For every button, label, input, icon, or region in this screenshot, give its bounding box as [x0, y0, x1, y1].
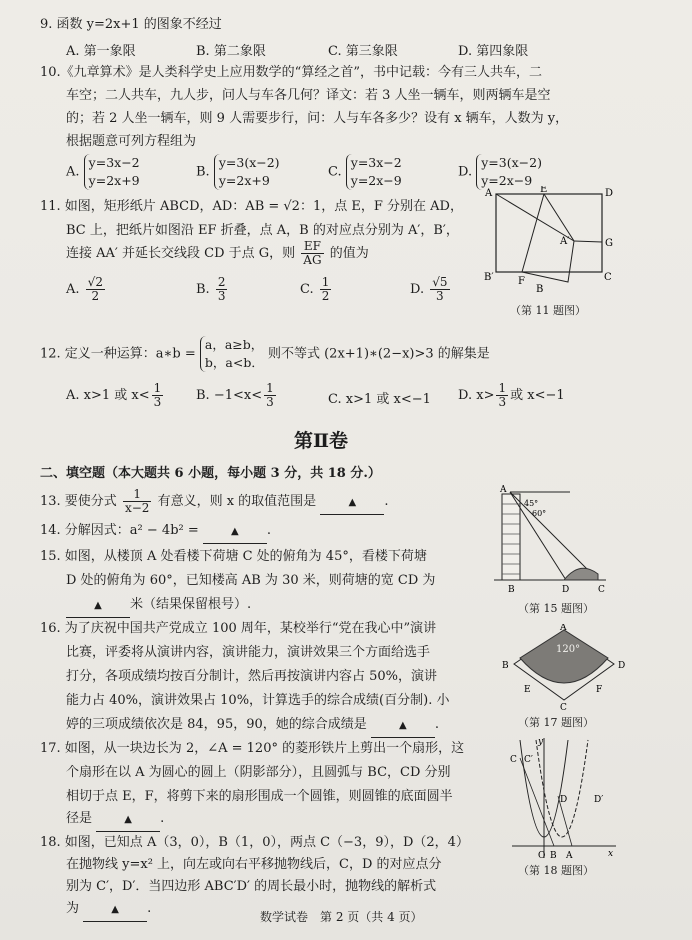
- answer-blank: ▲: [320, 491, 384, 515]
- q17-caption: （第 17 题图）: [518, 716, 594, 729]
- point-label: O: [538, 851, 546, 861]
- q10-line-4: 根据题意可列方程组为: [66, 134, 197, 149]
- q17-line-2: 个扇形在以 A 为圆心的圆上（阴影部分），且圆弧与 BC，CD 分别: [66, 765, 451, 780]
- q10-line-1: 10.《九章算术》是人类科学史上应用数学的“算经之首”，书中记载：今有三人共车，二: [40, 65, 542, 80]
- point-label: E: [540, 186, 548, 195]
- axis-label: y: [538, 737, 544, 747]
- q16-line-5: 婷的三项成绩依次是 84，95，90，她的综合成绩是 ▲ .: [66, 714, 439, 738]
- point-label: A: [485, 188, 493, 199]
- q15-line-3: ▲ 米（结果保留根号）.: [66, 594, 251, 618]
- page-footer: 数学试卷 第 2 页（共 4 页）: [260, 910, 423, 924]
- point-label: C′: [524, 755, 533, 765]
- q11-option-a: A. $\frac{√2}{2}$: [66, 275, 103, 303]
- q12-option-d: D. x> $\frac{1}{3}$ 或 x<−1: [458, 381, 565, 409]
- section-heading: 二、填空题（本大题共 6 小题，每小题 3 分，共 18 分.）: [40, 466, 381, 481]
- q10-option-c: C. y=3x−2 y=2x−9: [328, 155, 402, 188]
- q11-line-1: 11. 如图，矩形纸片 ABCD，AD：AB = √2：1，点 E，F 分别在 AD，: [40, 199, 463, 214]
- q12-stem: 12. 定义一种运算：a∗b = a，a≥b， b，a<b． 则不等式 (2x+1)∗(2−x)>3 的解集是: [40, 337, 490, 370]
- q10-option-a: A. y=3x−2 y=2x+9: [66, 155, 140, 188]
- q15-figure: [490, 484, 610, 596]
- q18-caption: （第 18 题图）: [518, 864, 594, 877]
- equation-system: y=3x−2 y=2x+9: [84, 154, 140, 190]
- axis-label: x: [608, 849, 614, 859]
- q17-line-1: 17. 如图，从一块边长为 2，∠A = 120° 的菱形铁片上剪出一个扇形，这: [40, 741, 465, 756]
- angle-label: 45°: [524, 499, 539, 508]
- answer-blank: ▲: [83, 898, 147, 922]
- point-label: F: [596, 685, 603, 695]
- part-title: 第Ⅱ卷: [294, 430, 349, 452]
- q11-caption: （第 11 题图）: [510, 304, 586, 317]
- equation-system: y=3(x−2) y=2x+9: [214, 154, 280, 190]
- point-label: C: [604, 272, 612, 283]
- equation-system: y=3(x−2) y=2x−9: [476, 154, 542, 190]
- ratio-fraction: $\frac{EF}{AG}$: [303, 239, 322, 267]
- fraction: $\frac{1}{x-2}$: [124, 487, 150, 515]
- q18-figure: [508, 734, 620, 862]
- angle-label: 120°: [556, 644, 581, 655]
- point-label: B′: [484, 272, 494, 283]
- point-label: C: [560, 703, 567, 710]
- q9-option-a: A. 第一象限: [66, 44, 136, 59]
- q15-caption: （第 15 题图）: [518, 602, 594, 615]
- q12-option-a: A. x>1 或 x< $\frac{1}{3}$: [66, 381, 162, 409]
- q10-option-b: B. y=3(x−2) y=2x+9: [196, 155, 280, 188]
- point-label: D: [562, 585, 570, 595]
- point-label: F: [518, 276, 525, 287]
- q16-line-2: 比赛，评委将从演讲内容，演讲能力，演讲效果三个方面给选手: [66, 645, 431, 660]
- q15-line-1: 15. 如图，从楼顶 A 处看楼下荷塘 C 处的俯角为 45°，看楼下荷塘: [40, 549, 427, 564]
- q16-line-3: 打分，各项成绩均按百分制计，然后再按演讲内容占 50%，演讲: [66, 669, 438, 684]
- q10-line-3: 的；若 2 人坐一辆车，则 9 人需要步行，问：人与车各多少？设有 x 辆车，人数为 y，: [66, 111, 569, 126]
- q13: 13. 要使分式 $\frac{1}{x-2}$ 有意义，则 x 的取值范围是 ▲ .: [40, 487, 389, 515]
- point-label: E: [524, 685, 531, 695]
- q18-line-3: 别为 C′，D′．当四边形 ABC′D′ 的周长最小时，抛物线的解析式: [66, 879, 437, 894]
- q11-option-d: D. $\frac{√5}{3}$: [410, 275, 448, 303]
- q10-line-2: 车空；二人共车，九人步，问人与车各几何？译文：若 3 人坐一辆车，则两辆车是空: [66, 88, 551, 103]
- q14: 14. 分解因式：a² − 4b² = ▲ .: [40, 520, 271, 544]
- angle-label: 60°: [532, 509, 547, 518]
- q15-line-2: D 处的俯角为 60°，已知楼高 AB 为 30 米，则荷塘的宽 CD 为: [66, 573, 436, 588]
- equation-system: y=3x−2 y=2x−9: [346, 154, 402, 190]
- q17-figure: [496, 624, 632, 710]
- point-label: C: [510, 755, 517, 765]
- q17-line-4: 径是 ▲ .: [66, 808, 164, 832]
- q9-stem: 9. 函数 y=2x+1 的图象不经过: [40, 17, 222, 32]
- point-label: A: [500, 485, 507, 495]
- q18-line-2: 在抛物线 y=x² 上，向左或向右平移抛物线后，C，D 的对应点分: [66, 857, 442, 872]
- q16-line-1: 16. 为了庆祝中国共产党成立 100 周年，某校举行“党在我心中”演讲: [40, 621, 437, 636]
- q18-line-1: 18. 如图，已知点 A（3，0），B（1，0），两点 C（−3，9），D（2，4）: [40, 835, 469, 850]
- point-label: D: [605, 188, 614, 199]
- answer-blank: ▲: [96, 808, 160, 832]
- point-label: C: [598, 585, 605, 595]
- point-label: B: [502, 661, 509, 671]
- point-label: A: [566, 851, 573, 861]
- q9-option-c: C. 第三象限: [328, 44, 398, 59]
- q9-option-b: B. 第二象限: [196, 44, 266, 59]
- q18-line-4: 为 ▲ .: [66, 898, 151, 922]
- point-label: B: [508, 585, 515, 595]
- answer-blank: ▲: [203, 520, 267, 544]
- q16-line-4: 能力占 40%，演讲效果占 10%，计算选手的综合成绩(百分制). 小: [66, 693, 450, 708]
- q10-option-d: D. y=3(x−2) y=2x−9: [458, 155, 542, 188]
- point-label: G: [605, 238, 613, 249]
- q11-line-3: 连接 AA′ 并延长交线段 CD 于点 G，则 $\frac{EF}{AG}$ 的值为: [66, 239, 369, 267]
- point-label: A′: [560, 236, 570, 247]
- piecewise-definition: a，a≥b， b，a<b．: [200, 336, 264, 372]
- q11-figure: [480, 186, 620, 310]
- answer-blank: ▲: [371, 714, 435, 738]
- q9-option-d: D. 第四象限: [458, 44, 529, 59]
- point-label: D′: [594, 795, 604, 805]
- q11-line-2: BC 上，把纸片如图沿 EF 折叠，点 A，B 的对应点分别为 A′，B′，: [66, 223, 459, 238]
- q11-option-c: C. $\frac{1}{2}$: [300, 275, 330, 303]
- point-label: B: [550, 851, 557, 861]
- q17-line-3: 相切于点 E，F，将剪下来的扇形围成一个圆锥，则圆锥的底面圆半: [66, 789, 453, 804]
- answer-blank: ▲: [66, 594, 130, 618]
- q12-option-c: C. x>1 或 x<−1: [328, 392, 431, 407]
- point-label: D: [618, 661, 626, 671]
- point-label: A: [560, 624, 567, 633]
- q12-option-b: B. −1<x< $\frac{1}{3}$: [196, 381, 274, 409]
- point-label: B: [536, 284, 544, 295]
- q11-option-b: B. $\frac{2}{3}$: [196, 275, 226, 303]
- point-label: D: [560, 795, 568, 805]
